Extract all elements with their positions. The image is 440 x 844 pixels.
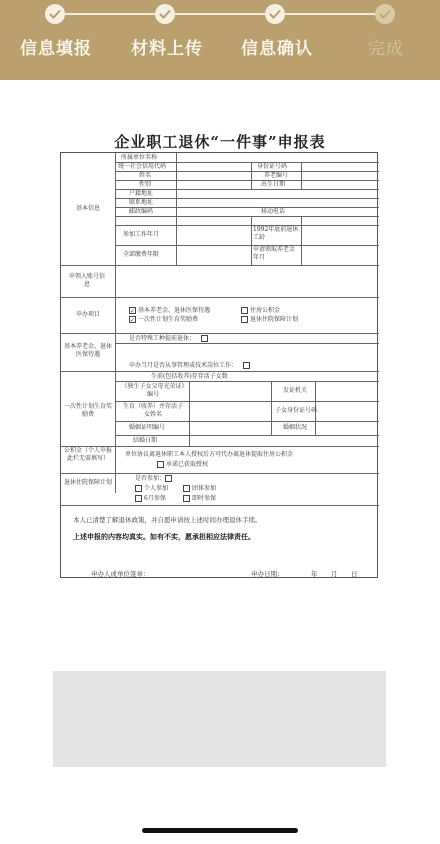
image-placeholder	[53, 671, 386, 767]
field-unit-name: 所属单位名称	[121, 154, 158, 161]
section-pension-medical: 基本养老金、退休医保待遇	[63, 343, 112, 358]
option-label: 住房公积金	[250, 307, 281, 314]
step-check-icon	[155, 4, 175, 24]
question-label: 申办当月是否从事管理或技术岗位工作：	[129, 362, 238, 369]
policy-declaration: 本人已清楚了解退休政策，并自愿申请按上述时间办理退休手续。	[73, 516, 262, 524]
checked-icon: ✓	[130, 308, 136, 315]
step-check-icon	[265, 4, 285, 24]
question-label: 是否参加：	[135, 475, 166, 482]
field-contact-address: 联系地址	[129, 199, 154, 206]
section-applicant-account: 申领人账号信息	[68, 273, 105, 288]
option-family-plan-reward[interactable]	[129, 316, 198, 324]
checkbox-icon	[135, 495, 142, 502]
option-group[interactable]	[183, 485, 216, 493]
application-form	[60, 152, 378, 578]
q-participate	[135, 475, 174, 483]
option-pension-medical[interactable]	[129, 307, 210, 315]
date-month: 月	[331, 570, 338, 578]
checkbox-icon	[241, 307, 248, 314]
field-work-start: 参加工作年月	[123, 231, 160, 238]
section-basic-info: 基本信息	[75, 205, 100, 212]
q-management-post	[129, 362, 252, 370]
field-birth-date: 出生日期	[261, 181, 286, 188]
step-label-confirm: 信息确认	[241, 39, 313, 59]
option-individual[interactable]	[135, 485, 168, 493]
section-family-plan: 一次性计划生育奖励费	[63, 403, 112, 418]
signature-label: 申办人或单位签章：	[91, 570, 150, 578]
date-year: 年	[311, 570, 318, 578]
date-label: 申办日期：	[251, 570, 284, 578]
step-check-icon	[45, 4, 65, 24]
step-connector	[285, 13, 375, 15]
option-label: 个人参加	[144, 485, 169, 492]
checkbox-icon	[135, 485, 142, 492]
housing-fund-note: 单位协议离退休职工本人授权后方可代办离退休提取住房公积金	[125, 451, 294, 458]
progress-header	[0, 0, 440, 80]
field-credit-code: 统一社会信用代码	[118, 163, 167, 170]
step-connector	[175, 13, 273, 15]
document-title: 企业职工退休“一件事”申报表	[114, 133, 326, 151]
section-apply-items: 申办项目	[75, 311, 100, 318]
field-surviving-children: 生前(包括收养)存存活子女数	[151, 373, 228, 380]
checkbox-icon	[183, 495, 190, 502]
step-label-upload: 材料上传	[131, 39, 203, 59]
field-apply-pension-month: 申请领取养老金年月	[253, 246, 296, 261]
option-label: 基本养老金、退休医保待遇	[138, 307, 211, 314]
checkbox-icon[interactable]	[201, 335, 208, 342]
section-housing-fund: 公积金（个人申报此栏无需填写）	[63, 447, 112, 462]
field-full-pay-years: 全部缴费年限	[123, 251, 160, 258]
option-label: 即时参保	[192, 495, 217, 502]
field-mobile: 移动电话	[261, 208, 286, 215]
option-label: 承诺已获取授权	[166, 461, 209, 468]
field-issuing-authority: 发证机关	[283, 387, 308, 394]
section-hospital-plan: 退休住院保障计划	[63, 479, 112, 486]
home-indicator[interactable]	[142, 828, 298, 833]
field-postcode: 邮政编码	[129, 208, 154, 215]
question-label: 是否特殊工种提前退休：	[129, 335, 196, 342]
truth-commitment: 上述申报的内容均真实。如有不实，愿承担相应法律责任。	[73, 532, 255, 541]
option-authorization[interactable]	[157, 461, 208, 469]
field-marital-status: 婚姻状况	[283, 424, 308, 431]
field-name: 姓名	[139, 172, 152, 179]
field-child-id: 子女身份证号码	[275, 407, 318, 414]
checkbox-icon	[183, 485, 190, 492]
option-label: 一次性计划生育奖励费	[138, 316, 199, 323]
option-immediate[interactable]	[183, 495, 216, 503]
field-gender: 性别	[139, 181, 152, 188]
field-before-1992: 1992年底前退休工龄	[253, 226, 299, 241]
field-child-name: 生育（收养）并存活子女姓名	[122, 403, 183, 418]
field-marriage-cert: 婚姻证明编号	[129, 424, 166, 431]
checkbox-icon[interactable]	[165, 475, 172, 482]
q-special-job	[129, 335, 210, 343]
field-id-no: 身份证号码	[257, 163, 288, 170]
date-day: 日	[351, 570, 358, 578]
option-label: 6月参保	[144, 495, 166, 502]
option-housing-fund[interactable]	[241, 307, 280, 315]
field-pension-no: 养老编号	[264, 172, 289, 179]
field-hukou-address: 户籍地址	[129, 190, 154, 197]
step-label-done: 完成	[368, 39, 404, 59]
checked-icon: ✓	[130, 317, 136, 324]
option-hospital-plan[interactable]	[241, 316, 298, 324]
checkbox-icon[interactable]	[243, 362, 250, 369]
option-label: 团体参加	[192, 485, 217, 492]
option-june[interactable]	[135, 495, 166, 503]
checkbox-icon	[241, 316, 248, 323]
step-pending-icon	[375, 4, 395, 24]
checkbox-icon	[157, 461, 164, 468]
step-connector	[65, 13, 163, 15]
option-label: 退休住院保障计划	[250, 316, 299, 323]
step-label-fill: 信息填报	[20, 39, 92, 59]
field-only-child-cert: 《独生子女父母光荣证》编号	[121, 383, 185, 398]
field-marriage-date: 结婚日期	[133, 437, 158, 444]
